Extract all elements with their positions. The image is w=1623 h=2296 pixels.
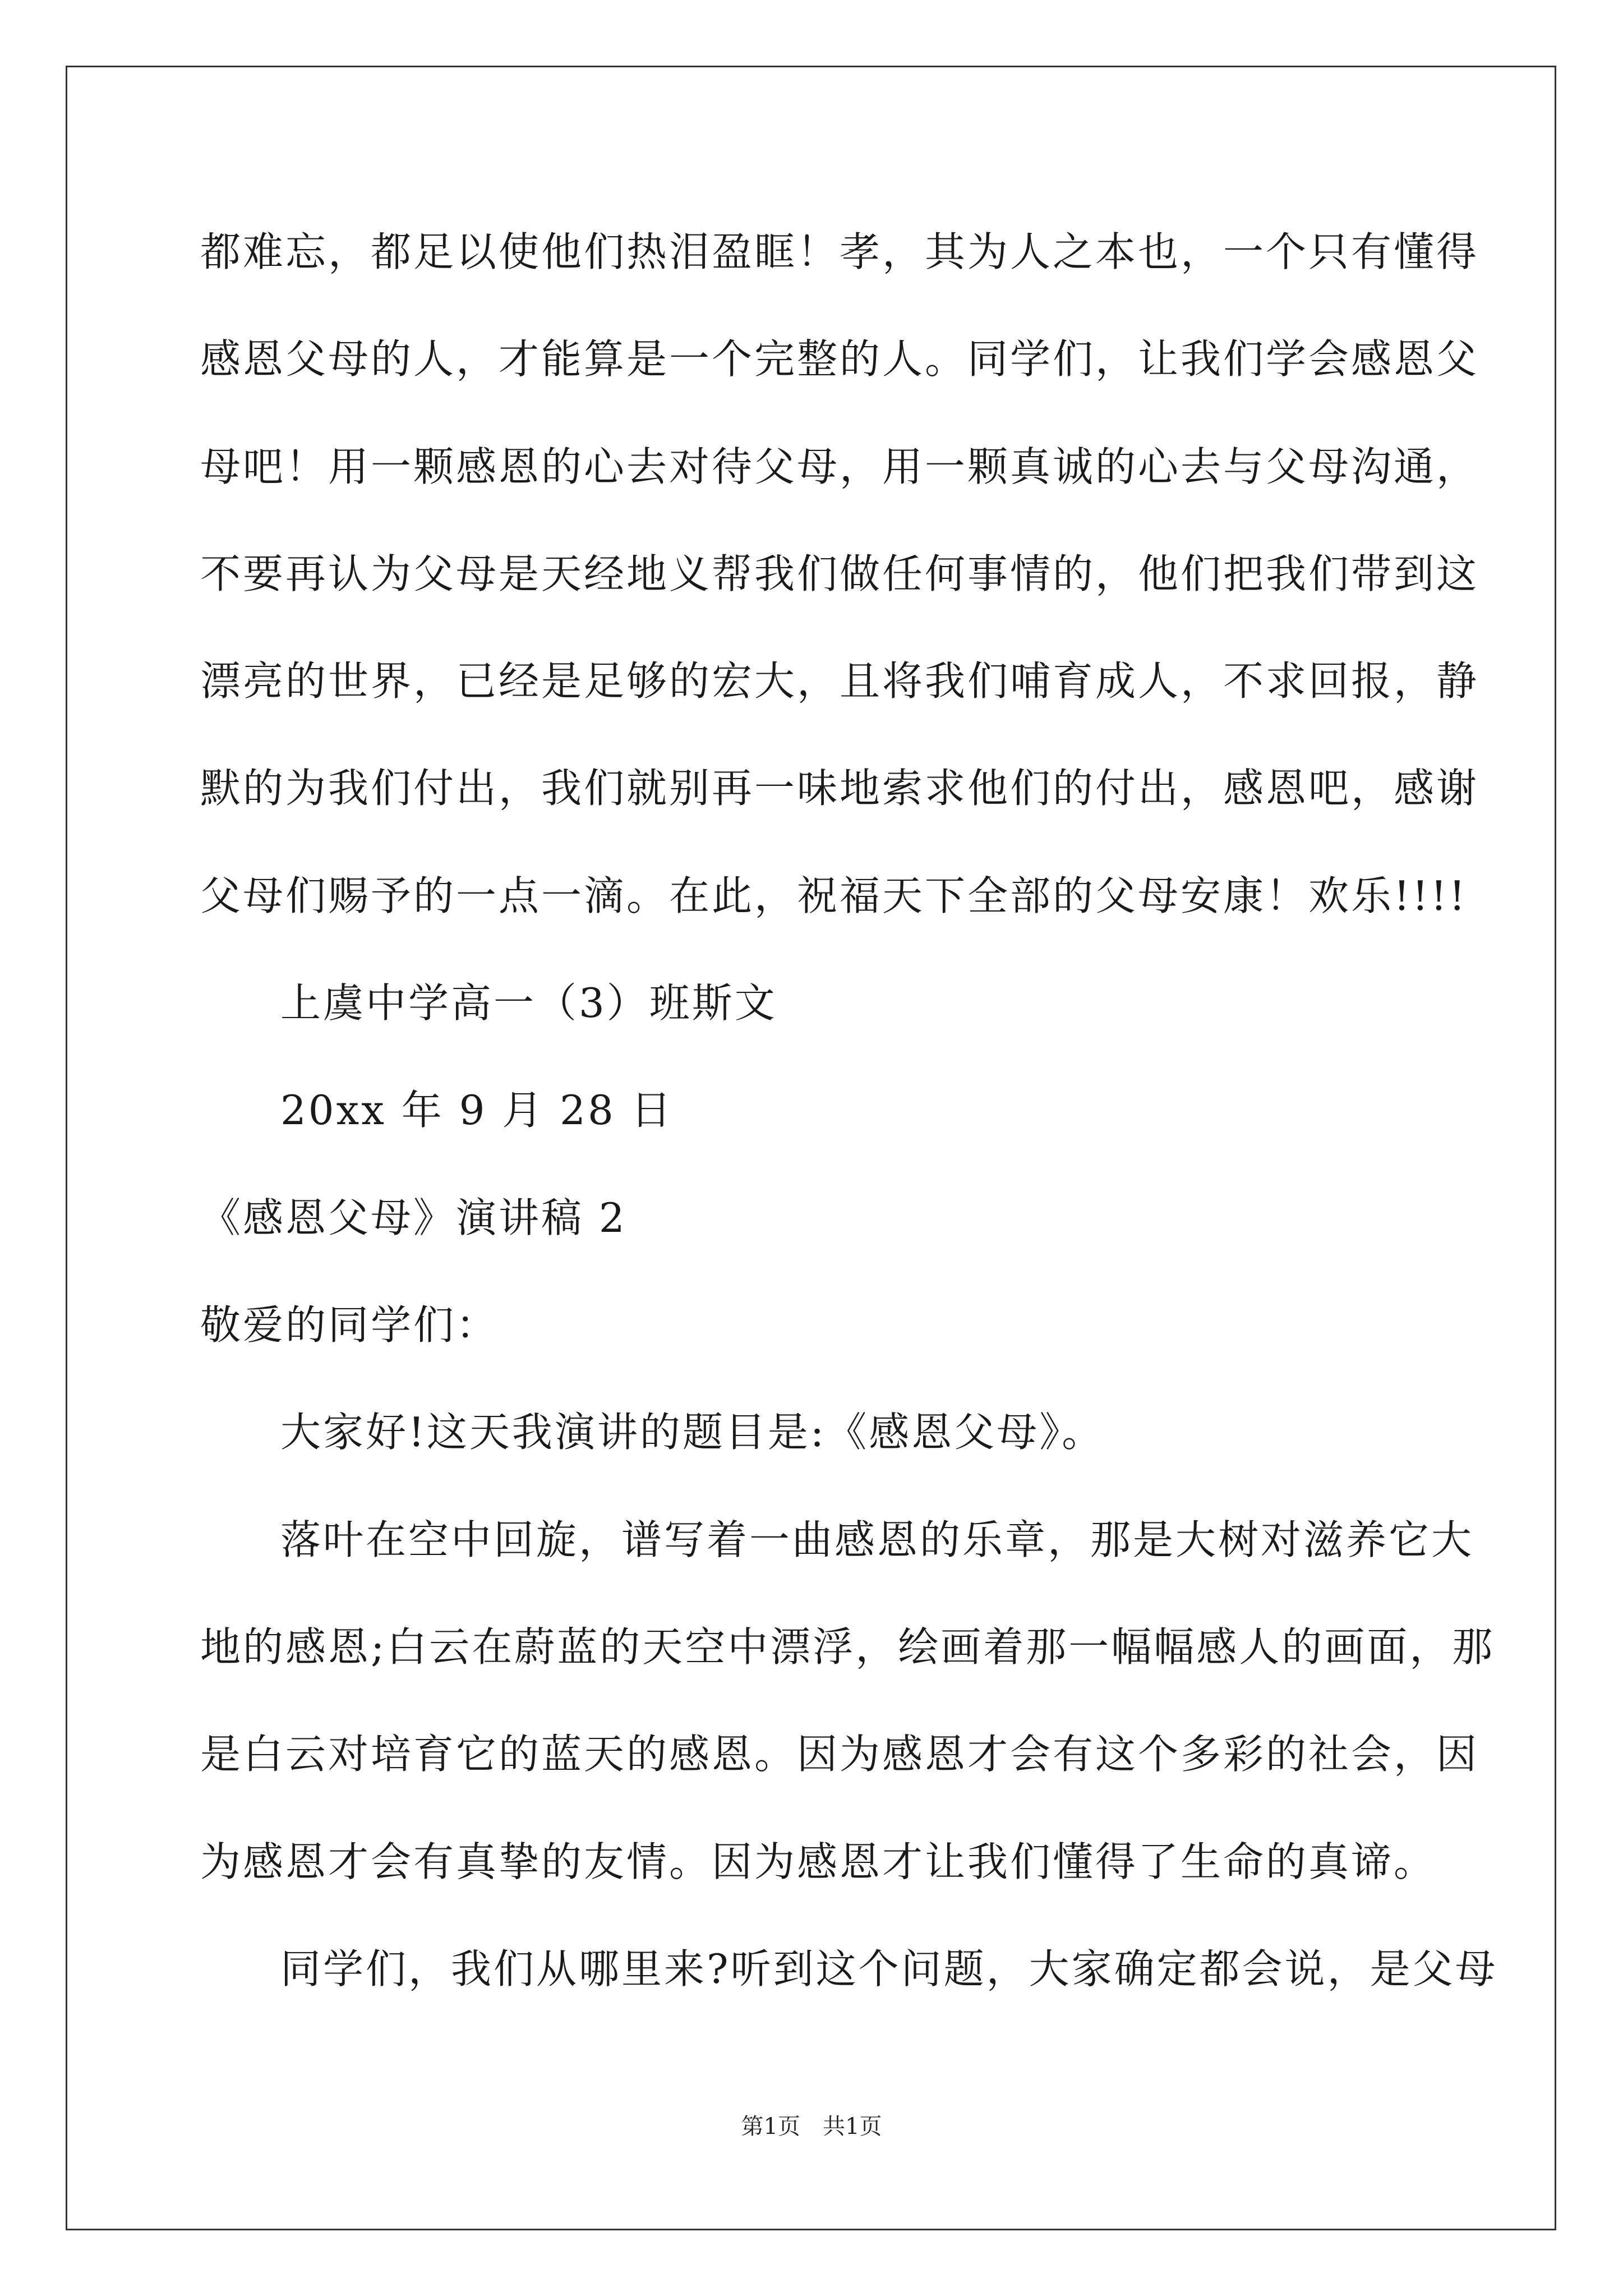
body-line-6: 默的为我们付出，我们就别再一味地索求他们的付出，感恩吧，感谢 [200, 765, 1479, 812]
page-border [66, 66, 1556, 2230]
page-total: 共1页 [823, 2114, 882, 2139]
page-number: 第1页 [741, 2114, 800, 2139]
body-line-17: 同学们，我们从哪里来?听到这个问题，大家确定都会说，是父母 [280, 1945, 1498, 1993]
body-line-3: 母吧！用一颗感恩的心去对待父母，用一颗真诚的心去与父母沟通， [200, 443, 1479, 490]
body-line-14: 地的感恩;白云在蔚蓝的天空中漂浮，绘画着那一幅幅感人的画面，那 [200, 1623, 1495, 1671]
body-line-16: 为感恩才会有真挚的友情。因为感恩才让我们懂得了生命的真谛。 [200, 1838, 1437, 1885]
page-footer [0, 2113, 1623, 2141]
greeting-line: 大家好!这天我演讲的题目是:《感恩父母》。 [280, 1409, 1105, 1456]
salutation: 敬爱的同学们： [200, 1301, 499, 1349]
body-line-7: 父母们赐予的一点一滴。在此，祝福天下全部的父母安康！欢乐!!!! [200, 872, 1468, 919]
body-line-4: 不要再认为父母是天经地义帮我们做任何事情的，他们把我们带到这 [200, 550, 1479, 597]
body-line-13: 落叶在空中回旋，谱写着一曲感恩的乐章，那是大树对滋养它大 [280, 1516, 1474, 1563]
body-line-1: 都难忘，都足以使他们热泪盈眶！孝，其为人之本也，一个只有懂得 [200, 228, 1479, 275]
body-line-15: 是白云对培育它的蓝天的感恩。因为感恩才会有这个多彩的社会，因 [200, 1731, 1479, 1778]
signature-date: 20xx 年 9 月 28 日 [280, 1087, 674, 1134]
section-title: 《感恩父母》演讲稿 2 [200, 1194, 627, 1241]
signature-school: 上虞中学高一（3）班斯文 [280, 979, 777, 1027]
body-line-5: 漂亮的世界，已经是足够的宏大，且将我们哺育成人，不求回报，静 [200, 657, 1479, 705]
body-line-2: 感恩父母的人，才能算是一个完整的人。同学们，让我们学会感恩父 [200, 335, 1479, 383]
